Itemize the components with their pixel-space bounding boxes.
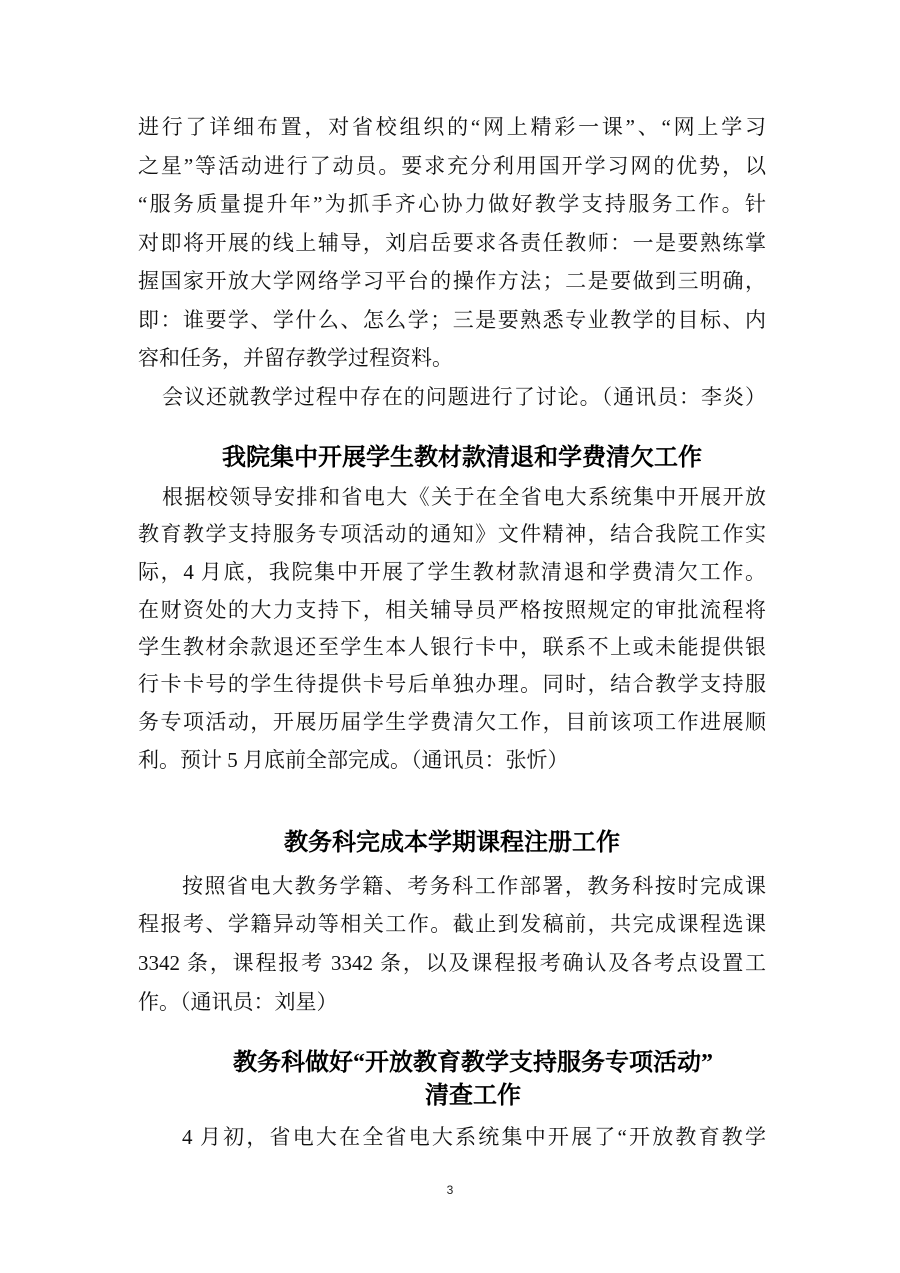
body-text-line: 利。预计 5 月底前全部完成。（通讯员：张忻） bbox=[138, 748, 569, 772]
body-text-line: 际，4 月底，我院集中开展了学生教材款清退和学费清欠工作。 bbox=[138, 560, 766, 584]
body-text-line: 对即将开展的线上辅导，刘启岳要求各责任教师：一是要熟练掌 bbox=[138, 231, 766, 255]
body-text-line: 握国家开放大学网络学习平台的操作方法；二是要做到三明确， bbox=[138, 269, 766, 293]
body-text-line: 容和任务，并留存教学过程资料。 bbox=[138, 346, 453, 370]
body-text-line: 根据校领导安排和省电大《关于在全省电大系统集中开展开放 bbox=[162, 485, 766, 509]
article-title: 教务科做好“开放教育教学支持服务专项活动” bbox=[233, 1050, 713, 1076]
body-text-line: “服务质量提升年”为抓手齐心协力做好教学支持服务工作。针 bbox=[138, 192, 766, 216]
body-text-line: 会议还就教学过程中存在的问题进行了讨论。（通讯员：李炎） bbox=[162, 385, 766, 409]
body-text-line: 务专项活动，开展历届学生学费清欠工作，目前该项工作进展顺 bbox=[138, 710, 766, 734]
page-number: 3 bbox=[446, 1183, 454, 1197]
body-text-line: 之星”等活动进行了动员。要求充分利用国开学习网的优势，以 bbox=[138, 154, 766, 178]
body-text-line: 即：谁要学、学什么、怎么学；三是要熟悉专业教学的目标、内 bbox=[138, 308, 766, 332]
body-text-line: 学生教材余款退还至学生本人银行卡中，联系不上或未能提供银 bbox=[138, 635, 766, 659]
body-text-line: 程报考、学籍异动等相关工作。截止到发稿前，共完成课程选课 bbox=[138, 912, 766, 936]
body-text-line: 在财资处的大力支持下，相关辅导员严格按照规定的审批流程将 bbox=[138, 598, 766, 622]
body-text-line: 按照省电大教务学籍、考务科工作部署，教务科按时完成课 bbox=[182, 874, 766, 898]
body-text-line: 行卡卡号的学生待提供卡号后单独办理。同时，结合教学支持服 bbox=[138, 672, 766, 696]
article-title: 清查工作 bbox=[425, 1083, 521, 1109]
article-title: 教务科完成本学期课程注册工作 bbox=[284, 830, 620, 856]
article-title: 我院集中开展学生教材款清退和学费清欠工作 bbox=[222, 445, 702, 471]
body-text-line: 作。（通讯员：刘星） bbox=[138, 990, 338, 1014]
body-text-line: 进行了详细布置，对省校组织的“网上精彩一课”、“网上学习 bbox=[138, 115, 766, 139]
body-text-line: 3342 条，课程报考 3342 条，以及课程报考确认及各考点设置工 bbox=[138, 951, 766, 975]
body-text-line: 4 月初，省电大在全省电大系统集中开展了“开放教育教学 bbox=[182, 1125, 766, 1149]
body-text-line: 教育教学支持服务专项活动的通知》文件精神，结合我院工作实 bbox=[138, 522, 766, 546]
